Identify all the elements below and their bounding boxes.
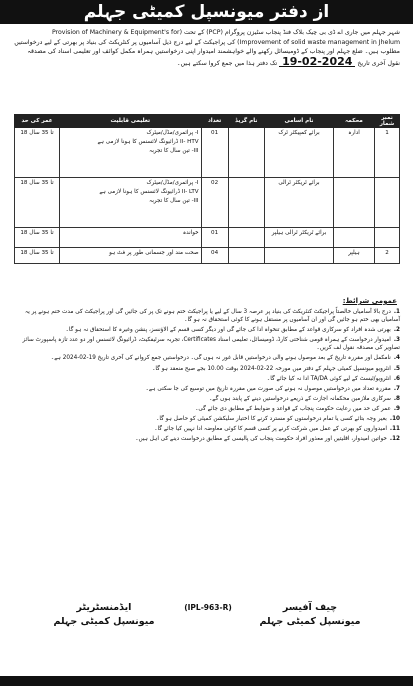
table-header-row xyxy=(15,115,400,128)
cell-age: 18 تا 35 سال xyxy=(15,128,60,178)
table-row xyxy=(15,128,400,178)
cell-count: 02 xyxy=(201,178,228,228)
intro-text xyxy=(14,28,400,68)
condition-item: 9.عمر کی حد میں رعایت حکومت پنجاب کے قواعد و ضوابط کے مطابق دی جائے گی۔ xyxy=(195,405,400,412)
condition-item: 4.نامکمل اور مقررہ تاریخ کے بعد موصول ہونے والی درخواستیں قابل غور نہ ہوں گی۔ درخواستیں جمع کروانے کی آخری تاریخ 19-02-2024 ہے۔ xyxy=(50,355,400,362)
condition-item: 1.درج بالا آسامیاں خالصتاً پراجیکٹ کنٹریکٹ کی بنیاد پر عرصہ 3 سال کے لیے یا پراجیکٹ ختم ہونے تک پر کی جائیں گی اور پراجیکٹ کی مدت ختم ہونے پر یہ آسامیاں بھی ختم ہو جائیں گی اور ان آسامیوں پر مستقل ہونے کا کوئی استحقاق نہ ہو گا۔ xyxy=(24,309,400,324)
table-row xyxy=(15,178,400,228)
cell-age: 18 تا 35 سال xyxy=(15,228,60,248)
signature-office: میونسپل کمیٹی جہلم xyxy=(53,616,155,627)
qual-line: III- تین سال کا تجربہ xyxy=(149,148,199,154)
cell-dept xyxy=(334,178,375,228)
cell-no: 1 xyxy=(375,128,400,178)
col-header-qual: تعلیمی قابلیت xyxy=(60,115,202,128)
table-row xyxy=(15,228,400,248)
conditions-title: عمومی شرائط: xyxy=(342,297,397,305)
signature-administrator xyxy=(44,601,164,629)
qual-line: I- پرائمری/مڈل/میٹرک xyxy=(146,180,199,186)
qual-line: خواندہ xyxy=(182,230,199,236)
intro-paragraph: شہر جہلم میں جاری اے ڈی بی چیک بلاک فنڈ پنجاب سٹیزن پروگرام (PCP) کے تحت (Provision of Machinery & Equipment's for Improvement of solid waste management in Jhelum) کی پراجیکٹ کے لیے درج ذیل آسامیوں پر کنٹریکٹ کی بنیاد پر بھرتی کے لیے درخواستیں مطلوب ہیں۔ ضلع جہلم اور پنجاب کے ڈومیسائل رکھنے والے خواہشمند امیدوار اپنی درخواستیں ہمراہ مکمل کوائف اور تعلیمی اسناد کی مصدقہ نقول آخری تاریخ xyxy=(14,29,400,67)
cell-post: برائے ٹریکٹر ٹرالی xyxy=(265,178,334,228)
col-header-dept: محکمہ xyxy=(334,115,375,128)
deadline-date: 19-02-2024 xyxy=(279,57,355,68)
col-header-count: تعداد xyxy=(201,115,228,128)
cell-grade xyxy=(228,128,264,178)
cell-post: برائے ٹریکٹر ٹرالی ہیلپر xyxy=(265,228,334,248)
condition-item: 12.خواتین امیدوار، اقلیتیں اور معذور افراد حکومت پنجاب کی پالیسی کے مطابق درخواست دینے کی اہل ہیں۔ xyxy=(135,436,400,443)
notice-header: از دفتر میونسپل کمیٹی جہلم xyxy=(0,0,413,24)
cell-post: برائے کمپیکٹر ٹرک xyxy=(265,128,334,178)
cell-count: 04 xyxy=(201,248,228,264)
cell-qual xyxy=(60,248,202,264)
cell-no xyxy=(375,178,400,228)
cell-grade xyxy=(228,248,264,264)
posts-table xyxy=(14,114,400,264)
qual-line: I- پرائمری/مڈل/میٹرک xyxy=(146,130,199,136)
cell-qual xyxy=(60,178,202,228)
condition-item: 2.بھرتی شدہ افراد کو سرکاری قواعد کے مطابق تنخواہ ادا کی جائے گی اور دیگر کسی قسم کے الاؤنسز، پنشن وغیرہ کا استحقاق نہ ہو گا۔ xyxy=(65,327,400,334)
condition-item: 11.امیدواروں کو بھرتی کے عمل میں شرکت کرنے پر کسی قسم کا کوئی معاوضہ ادا نہیں کیا جائے گا۔ xyxy=(154,426,400,433)
cell-post xyxy=(265,248,334,264)
cell-qual xyxy=(60,228,202,248)
condition-item: 10.بغیر وجہ بتائے کسی یا تمام درخواستوں کو مسترد کرنے کا اختیار سلیکشن کمیٹی کو حاصل ہو گا۔ xyxy=(156,416,400,423)
cell-count: 01 xyxy=(201,128,228,178)
signature-office: میونسپل کمیٹی جہلم xyxy=(259,616,361,627)
table-row xyxy=(15,248,400,264)
conditions-list xyxy=(14,308,400,445)
cell-grade xyxy=(228,178,264,228)
cell-no: 2 xyxy=(375,248,400,264)
condition-item: 5.انٹرویو میونسپل کمیٹی جہلم کے دفتر میں مورخہ 22-02-2024 بوقت 10.00 بجے صبح منعقد ہو گا۔ xyxy=(152,365,400,372)
signature-chief-officer xyxy=(255,601,365,629)
cell-dept: ہیلپر xyxy=(334,248,375,264)
cell-dept: ادارہ xyxy=(334,128,375,178)
col-header-grade: نام گریڈ xyxy=(228,115,264,128)
condition-item: 6.انٹرویو/ٹیسٹ کے لیے کوئی TA/DA ادا نہ کیا جائے گا۔ xyxy=(266,375,400,382)
condition-item: 7.مقررہ تعداد میں درخواستیں موصول نہ ہونے کی صورت میں مقررہ تاریخ میں توسیع کی جا سکتی ہے۔ xyxy=(145,385,400,392)
signature-title: ایڈمنسٹریٹر xyxy=(76,602,132,613)
qual-line: II- HTV ڈرائیونگ لائسنس کا ہونا لازمی ہے xyxy=(97,139,199,145)
col-header-post: نام اسامی xyxy=(265,115,334,128)
intro-tail: تک دفتر ہذا میں جمع کروا سکتے ہیں۔ xyxy=(176,59,278,67)
col-header-no: نمبر شمار xyxy=(375,115,400,128)
cell-age: 18 تا 35 سال xyxy=(15,178,60,228)
cell-grade xyxy=(228,228,264,248)
signature-title: چیف آفیسر xyxy=(282,602,338,613)
qual-line: صحت مند اور جسمانی طور پر فٹ ہو xyxy=(109,250,199,256)
cell-count: 01 xyxy=(201,228,228,248)
cell-age: 18 تا 35 سال xyxy=(15,248,60,264)
ipl-code: (IPL-963-R) xyxy=(184,603,232,612)
qual-line: III- تین سال کا تجربہ xyxy=(149,198,199,204)
condition-item: 8.سرکاری ملازمین محکمانہ اجازت کے ذریعے درخواستیں دینے کے پابند ہوں گے۔ xyxy=(208,395,400,402)
bottom-bar xyxy=(0,676,413,686)
cell-no xyxy=(375,228,400,248)
qual-line: II- LTV ڈرائیونگ لائسنس کا ہونا لازمی ہے xyxy=(99,189,199,195)
cell-qual xyxy=(60,128,202,178)
col-header-age: عمر کی حد xyxy=(15,115,60,128)
cell-dept xyxy=(334,228,375,248)
condition-item: 3.امیدوار درخواست کے ہمراہ قومی شناختی کارڈ، ڈومیسائل، تعلیمی اسناد Certificates، تجربہ سرٹیفکیٹ، ڈرائیونگ لائسنس اور دو عدد تازہ پاسپورٹ سائز تصاویر کی مصدقہ نقول لف کریں۔ xyxy=(22,337,400,352)
